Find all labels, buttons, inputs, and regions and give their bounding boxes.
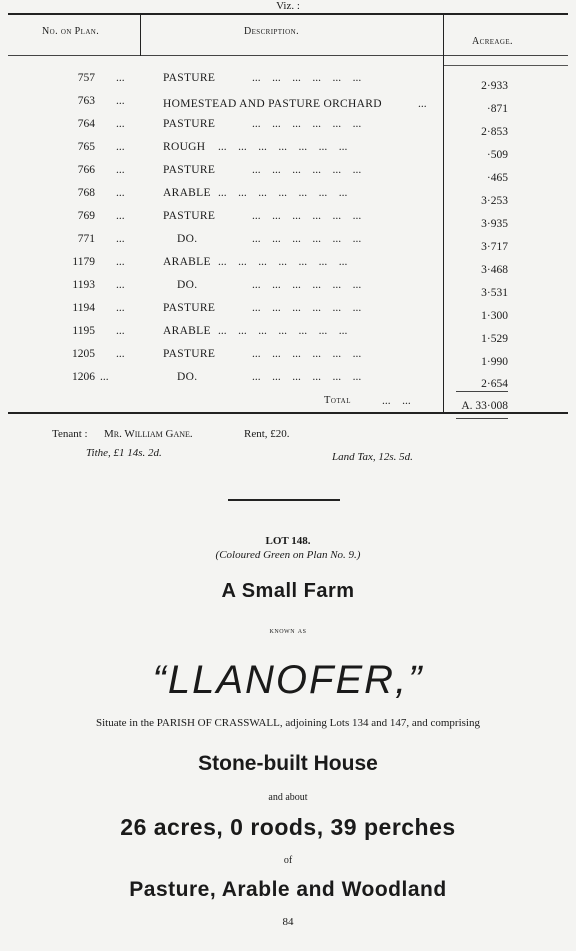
description: PASTURE xyxy=(163,118,216,130)
leader-dots: ... xyxy=(116,72,125,84)
lot-heading: A Small Farm xyxy=(221,580,355,602)
header-acreage: Acreage. xyxy=(472,36,513,47)
acreage: 2·853 xyxy=(481,126,508,138)
tithe: Tithe, £1 14s. 2d. xyxy=(86,447,162,459)
total-underline xyxy=(456,418,508,419)
and-about: and about xyxy=(268,792,308,803)
acreage: ·871 xyxy=(486,103,508,115)
situate-text: Situate in the PARISH OF CRASSWALL, adjoining Lots 134 and 147, and comprising xyxy=(96,717,480,729)
description: ARABLE xyxy=(163,325,211,337)
land-tax: Land Tax, 12s. 5d. xyxy=(332,451,413,463)
plan-number: 764 xyxy=(77,118,95,130)
description: DO. xyxy=(177,279,198,291)
leader-dots: ... ... ... ... ... ... ... xyxy=(218,141,348,153)
description: HOMESTEAD AND PASTURE ORCHARD xyxy=(163,98,382,110)
leader-dots: ... xyxy=(116,95,125,107)
leader-dots: ... ... ... ... ... ... xyxy=(252,302,362,314)
description: PASTURE xyxy=(163,302,216,314)
plan-number: 768 xyxy=(77,187,95,199)
leader-dots: ... ... ... ... ... ... xyxy=(252,371,362,383)
plan-number: 757 xyxy=(77,72,95,84)
acreage: 2·933 xyxy=(481,80,508,92)
column-divider-2 xyxy=(443,14,444,414)
leader-dots: ... xyxy=(116,233,125,245)
acreage: 1·529 xyxy=(481,333,508,345)
acreage: ·509 xyxy=(486,149,508,161)
leader-dots: ... ... ... ... ... ... xyxy=(252,233,362,245)
total-label: Total xyxy=(324,395,352,406)
acreage: 1·300 xyxy=(481,310,508,322)
acreage: 3·468 xyxy=(481,264,508,276)
known-as: known as xyxy=(269,625,307,635)
leader-dots: ... xyxy=(418,98,427,110)
header-plan-no: No. on Plan. xyxy=(42,26,100,37)
leader-dots: ... xyxy=(116,325,125,337)
description: DO. xyxy=(177,233,198,245)
lot-number: LOT 148. xyxy=(265,535,311,547)
description: ROUGH xyxy=(163,141,206,153)
leader-dots: ... xyxy=(116,279,125,291)
leader-dots: ... ... ... ... ... ... xyxy=(252,118,362,130)
column-divider-1 xyxy=(140,14,141,56)
description: PASTURE xyxy=(163,210,216,222)
leader-dots: ... ... ... ... ... ... xyxy=(252,279,362,291)
leader-dots: ... xyxy=(116,187,125,199)
acreage: ·465 xyxy=(486,172,508,184)
plan-number: 766 xyxy=(77,164,95,176)
plan-number: 769 xyxy=(77,210,95,222)
leader-dots: ... xyxy=(116,164,125,176)
viz-caption: Viz. : xyxy=(276,0,300,12)
acreage: 3·717 xyxy=(481,241,508,253)
leader-dots: ... ... ... ... ... ... xyxy=(252,210,362,222)
leader-dots: ... ... ... ... ... ... xyxy=(252,164,362,176)
plan-number: 765 xyxy=(77,141,95,153)
description: DO. xyxy=(177,371,198,383)
rent: Rent, £20. xyxy=(244,428,290,440)
area-heading: 26 acres, 0 roods, 39 perches xyxy=(120,814,456,840)
house-heading: Stone-built House xyxy=(198,752,378,775)
leader-dots: ... ... ... ... ... ... xyxy=(252,348,362,360)
description: PASTURE xyxy=(163,164,216,176)
total-acreage: A. 33·008 xyxy=(461,400,508,412)
tenant-label: Tenant : xyxy=(52,428,88,440)
description: PASTURE xyxy=(163,348,216,360)
acreage: 2·654 xyxy=(481,378,508,390)
plan-note: (Coloured Green on Plan No. 9.) xyxy=(215,549,361,561)
plan-number: 763 xyxy=(77,95,95,107)
table-top-rule xyxy=(8,13,568,15)
land-types-heading: Pasture, Arable and Woodland xyxy=(129,878,447,901)
plan-number: 1194 xyxy=(72,302,95,314)
plan-number: 1195 xyxy=(72,325,95,337)
acreage: 3·531 xyxy=(481,287,508,299)
leader-dots: ... ... ... ... ... ... ... xyxy=(218,325,348,337)
header-description: Description. xyxy=(244,26,299,37)
leader-dots: ... xyxy=(116,256,125,268)
description: PASTURE xyxy=(163,72,216,84)
leader-dots: ... ... ... ... ... ... xyxy=(252,72,362,84)
description: ARABLE xyxy=(163,256,211,268)
leader-dots: ... xyxy=(116,302,125,314)
plan-number: 1205 xyxy=(72,348,95,360)
farm-name: “LLANOFER,” xyxy=(152,658,424,702)
leader-dots: ... xyxy=(100,371,109,383)
leader-dots: ... xyxy=(116,141,125,153)
leader-dots: ... xyxy=(116,118,125,130)
plan-number: 1206 xyxy=(72,371,95,383)
plan-number: 771 xyxy=(77,233,95,245)
leader-dots: ... ... xyxy=(382,395,411,407)
plan-number: 1179 xyxy=(72,256,95,268)
section-divider xyxy=(228,499,340,501)
acreage: 1·990 xyxy=(481,356,508,368)
of-text: of xyxy=(283,855,293,866)
acreage-header-underline xyxy=(444,65,568,66)
leader-dots: ... xyxy=(116,210,125,222)
header-bottom-rule xyxy=(8,55,568,56)
tenant-name: Mr. William Gane. xyxy=(104,428,193,440)
acreage: 3·935 xyxy=(481,218,508,230)
acreage: 3·253 xyxy=(481,195,508,207)
table-bottom-rule xyxy=(8,412,568,414)
leader-dots: ... ... ... ... ... ... ... xyxy=(218,187,348,199)
leader-dots: ... ... ... ... ... ... ... xyxy=(218,256,348,268)
plan-number: 1193 xyxy=(72,279,95,291)
leader-dots: ... xyxy=(116,348,125,360)
page-number: 84 xyxy=(282,916,294,928)
subtotal-rule xyxy=(456,391,508,392)
description: ARABLE xyxy=(163,187,211,199)
